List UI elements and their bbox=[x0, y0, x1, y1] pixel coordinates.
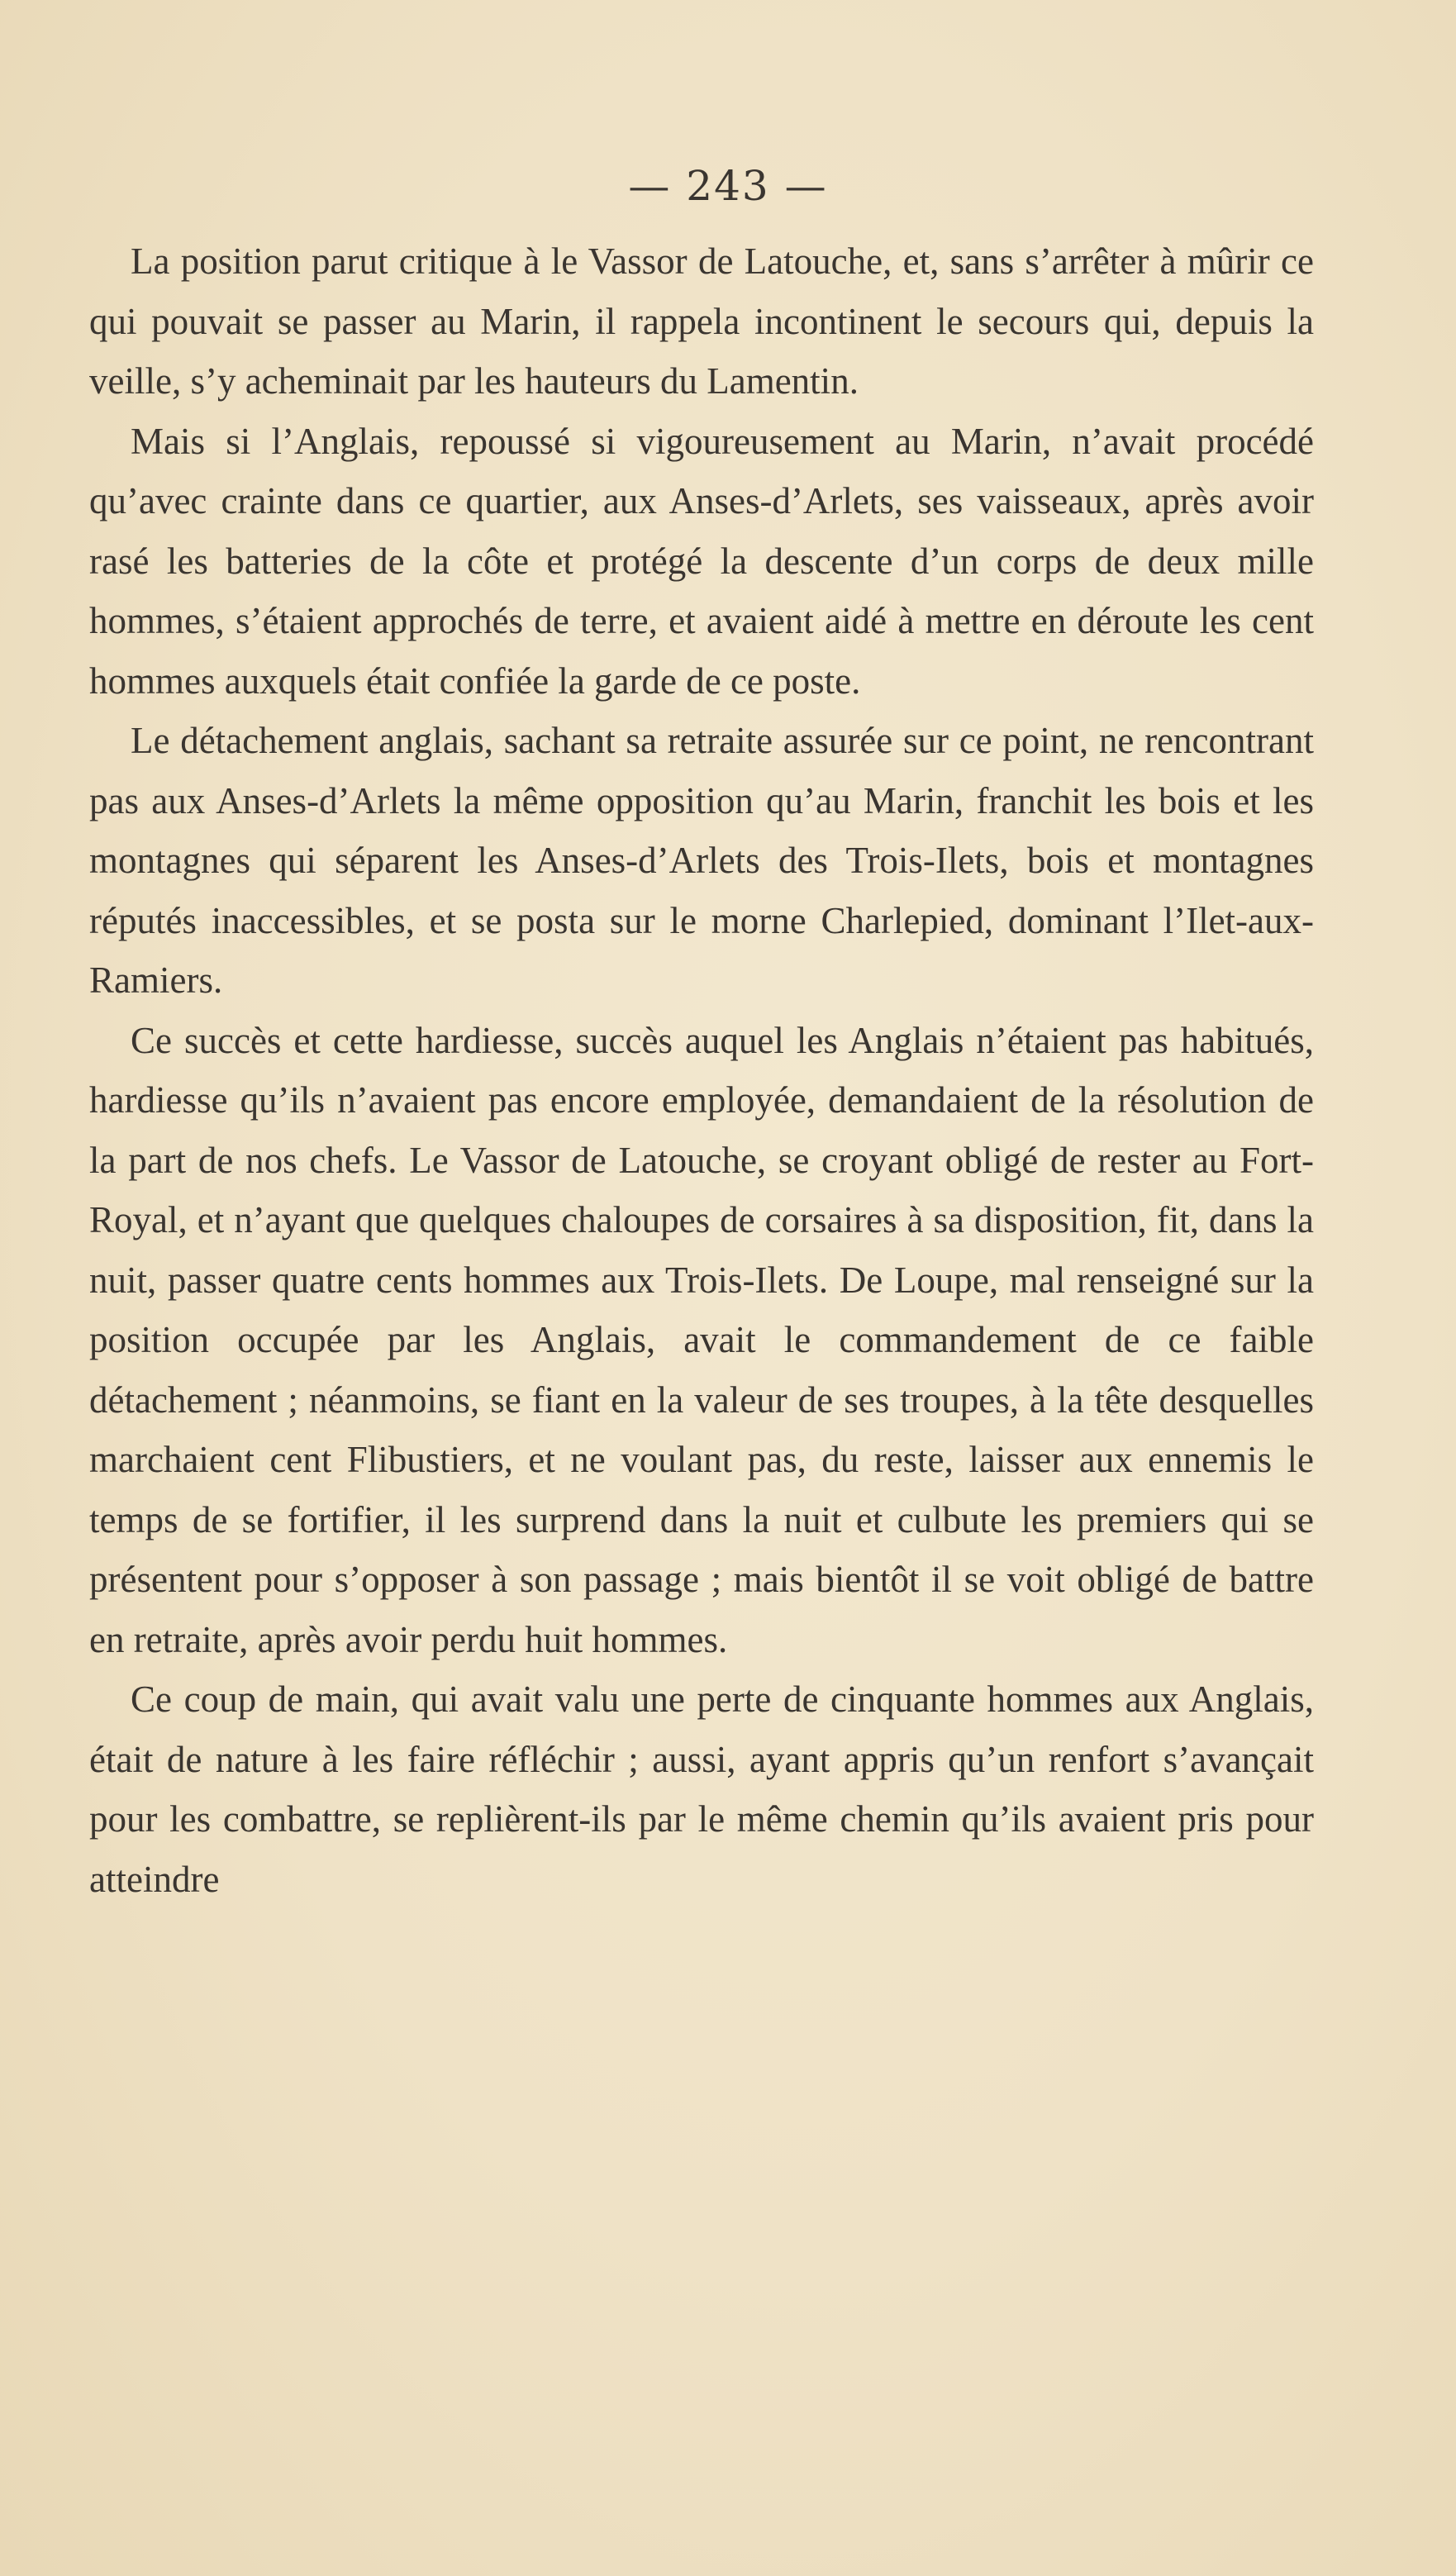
body-text bbox=[89, 231, 1314, 1909]
page-number: — 243 — bbox=[628, 162, 828, 210]
paragraph-1: La position parut critique à le Vassor de Latouche, et, sans s’arrêter à mûrir ce qui pouvait se passer au Marin, il rappela incontinent le secours qui, depuis la veille, s’y acheminait par les hauteurs du Lamentin. bbox=[89, 240, 1314, 402]
paragraph-4: Ce succès et cette hardiesse, succès auquel les Anglais n’étaient pas habitués, hardiesse qu’ils n’avaient pas encore employée, demandaient de la résolution de la part de nos chefs. Le Vassor de Latouche, se croyant obligé de rester au Fort-Royal, et n’ayant que quelques chaloupes de corsaires à sa disposition, fit, dans la nuit, passer quatre cents hommes aux Trois-Ilets. De Loupe, mal renseigné sur la position occupée par les Anglais, avait le commandement de ce faible détachement ; néanmoins, se fiant en la valeur de ses troupes, à la tête desquelles marchaient cent Flibustiers, et ne voulant pas, du reste, laisser aux ennemis le temps de se fortifier, il les surprend dans la nuit et culbute les premiers qui se présentent pour s’opposer à son passage ; mais bientôt il se voit obligé de battre en retraite, après avoir perdu huit hommes. bbox=[89, 1019, 1314, 1660]
paragraph-2: Mais si l’Anglais, repoussé si vigoureusement au Marin, n’avait procédé qu’avec crainte dans ce quartier, aux Anses-d’Arlets, ses vaisseaux, après avoir rasé les batteries de la côte et protégé la descente d’un corps de deux mille hommes, s’étaient approchés de terre, et avaient aidé à mettre en déroute les cent hommes auxquels était confiée la garde de ce poste. bbox=[89, 420, 1314, 702]
paragraph-5: Ce coup de main, qui avait valu une perte de cinquante hommes aux Anglais, était de nature à les faire réfléchir ; aussi, ayant appris qu’un renfort s’avançait pour les combattre, se replièrent-ils par le même chemin qu’ils avaient pris pour atteindre bbox=[89, 1678, 1314, 1900]
paragraph-3: Le détachement anglais, sachant sa retraite assurée sur ce point, ne rencontrant pas aux Anses-d’Arlets la même opposition qu’au Marin, franchit les bois et les montagnes qui séparent les Anses-d’Arlets des Trois-Ilets, bois et montagnes réputés inaccessibles, et se posta sur le morne Charlepied, dominant l’Ilet-aux-Ramiers. bbox=[89, 720, 1314, 1001]
